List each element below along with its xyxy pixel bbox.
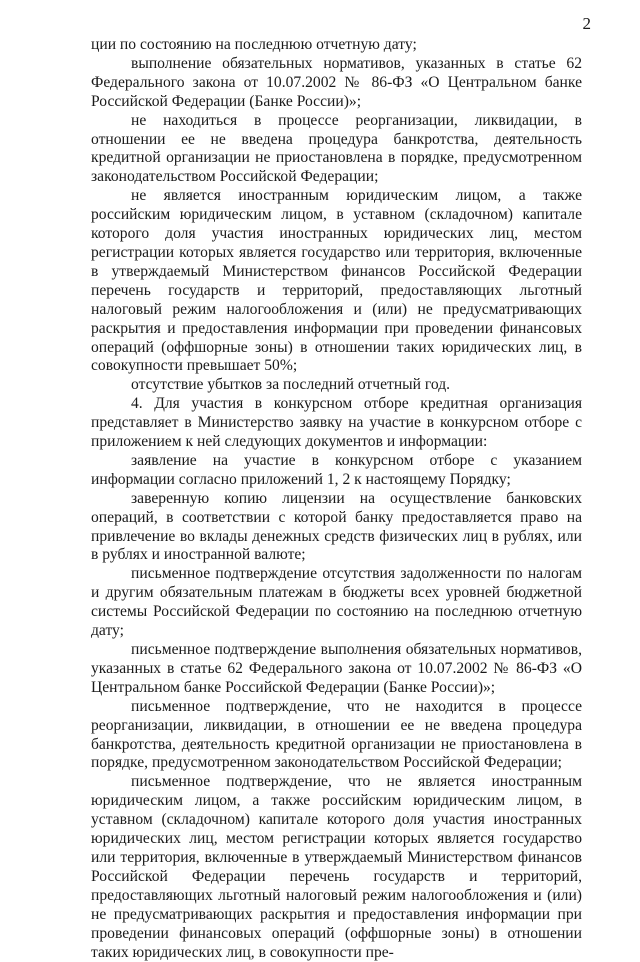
paragraph-list-item: выполнение обязательных нормативов, указанных в статье 62 Федерального закона от 10.07.2002 № 86-ФЗ «О Центральном банке Российской Федерации (Банке России)»; [91,54,582,110]
paragraph-list-item: отсутствие убытков за последний отчетный год. [131,376,451,394]
paragraph-list-item: письменное подтверждение, что не является иностранным юридическим лицом, а также российским юридическим лицом, в уставном (складочном) капитале которого доля участия иностранных юридических лиц, местом регистрации которых является государство или территория, включенные в утверждаемый Министерством финансов Российской Федерации перечень государств и территорий, предоставляющих льготный налоговый режим налогообложения и (или) не предусматривающих раскрытия и предоставления информации при проведении финансовых операций (оффшорные зоны) в отношении таких юридических лиц, в совокупности пре- [91,773,582,961]
document-body [91,36,582,962]
paragraph-list-item: не является иностранным юридическим лицом, а также российским юридическим лицом, в уставном (складочном) капитале которого доля участия иностранных юридических лиц, местом регистрации которых является государство или территория, включенные в утверждаемый Министерством финансов Российской Федерации перечень государств и территорий, предоставляющих льготный налоговый режим налогообложения и (или) не предусматривающих раскрытия и предоставления информации при проведении финансовых операций (оффшорные зоны) в отношении таких юридических лиц, в совокупности превышает 50%; [91,187,582,375]
paragraph-list-item: письменное подтверждение выполнения обязательных нормативов, указанных в статье 62 Федерального закона от 10.07.2002 № 86-ФЗ «О Центральном банке Российской Федерации (Банке России)»; [91,641,582,696]
paragraph-section-4: 4. Для участия в конкурсном отборе кредитная организация представляет в Министерство заявку на участие в конкурсном отборе с приложением к ней следующих документов и информации: [91,395,582,451]
page-number: 2 [582,14,591,33]
paragraph-list-item: заверенную копию лицензии на осуществление банковских операций, в соответствии с которой банку предоставляется право на привлечение во вклады денежных средств физических лиц в рублях, или в рублях и иностранной валюте; [91,489,582,564]
paragraph-list-item: ции по состоянию на последнюю отчетную дату; [91,36,417,53]
paragraph-list-item: письменное подтверждение отсутствия задолженности по налогам и другим обязательным платежам в бюджеты всех уровней бюджетной системы Российской Федерации по состоянию на последнюю отчетную дату; [91,565,582,640]
paragraph-list-item: не находиться в процессе реорганизации, ликвидации, в отношении ее не введена процедура банкротства, деятельность кредитной организации не приостановлена в порядке, предусмотренном законодательством Российской Федерации; [91,111,582,186]
paragraph-list-item: письменное подтверждение, что не находится в процессе реорганизации, ликвидации, в отношении ее не введена процедура банкротства, деятельность кредитной организации не приостановлена в порядке, предусмотренном законодательством Российской Федерации; [91,697,582,772]
paragraph-list-item: заявление на участие в конкурсном отборе с указанием информации согласно приложений 1, 2 к настоящему Порядку; [91,451,582,488]
